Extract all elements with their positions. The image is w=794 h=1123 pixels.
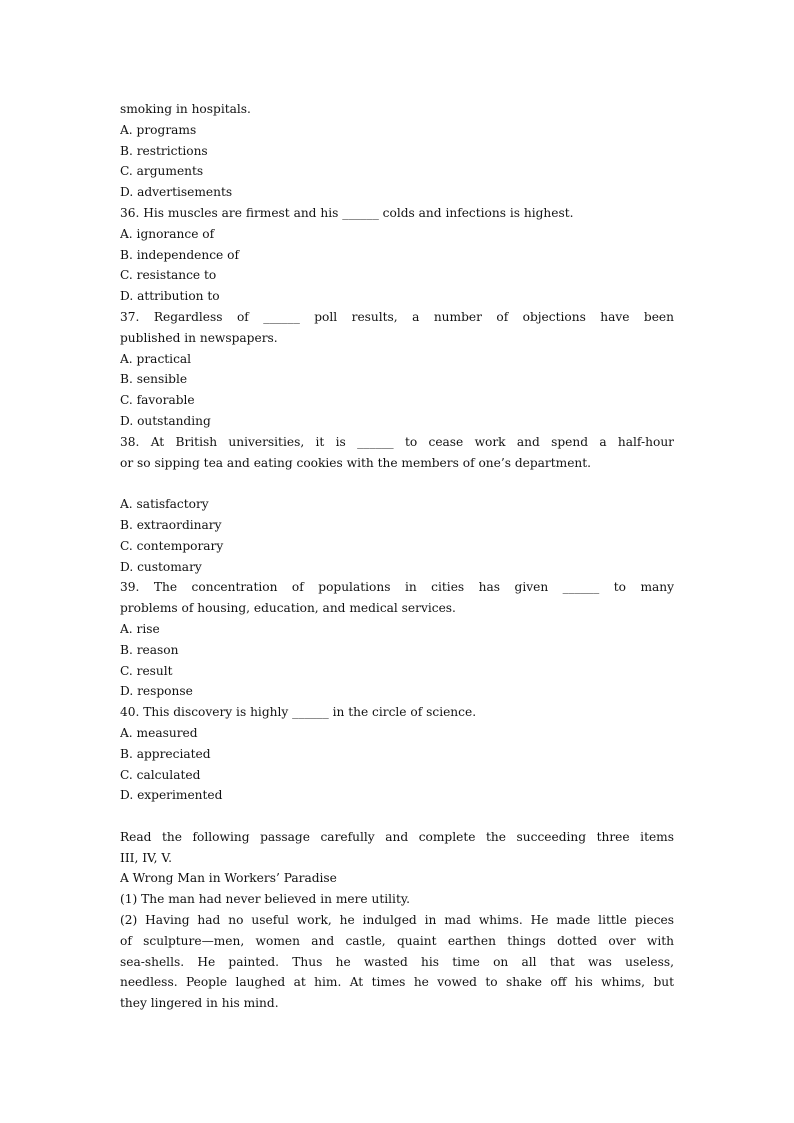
- option-d: D. outstanding: [120, 413, 211, 428]
- blank-line: [120, 473, 674, 494]
- option-d: D. attribution to: [120, 289, 220, 304]
- option-a: A. measured: [120, 725, 198, 740]
- option-b: B. restrictions: [120, 143, 208, 158]
- question-37: 37. Regardless of ______ poll results, a number of objections have been: [120, 309, 674, 324]
- text-line: smoking in hospitals.: [120, 102, 251, 116]
- document-page: [120, 99, 674, 1014]
- option-b: B. reason: [120, 642, 179, 657]
- option-c: C. resistance to: [120, 268, 217, 283]
- question-36: 36. His muscles are firmest and his ______ colds and infections is highest.: [120, 205, 574, 220]
- option-b: B. independence of: [120, 247, 239, 262]
- option-d: D. response: [120, 684, 193, 699]
- paragraph-2-line: of sculpture—men, women and castle, quaint earthen things dotted over with: [120, 933, 674, 948]
- option-a: A. programs: [120, 122, 197, 137]
- option-c: C. favorable: [120, 393, 195, 408]
- option-a: A. practical: [120, 351, 192, 366]
- blank-line: [120, 806, 674, 827]
- paragraph-2-line: (2) Having had no useful work, he indulged in mad whims. He made little pieces: [120, 913, 674, 928]
- option-a: A. satisfactory: [120, 497, 209, 512]
- option-d: D. experimented: [120, 788, 223, 803]
- option-b: B. sensible: [120, 372, 188, 387]
- passage-instructions: Read the following passage carefully and complete the succeeding three items: [120, 829, 674, 844]
- option-c: C. contemporary: [120, 538, 224, 553]
- option-b: B. appreciated: [120, 746, 211, 761]
- question-39-continued: problems of housing, education, and medical services.: [120, 601, 456, 616]
- paragraph-2-line: they lingered in his mind.: [120, 996, 279, 1011]
- option-d: D. customary: [120, 559, 202, 574]
- paragraph-1: (1) The man had never believed in mere utility.: [120, 892, 410, 907]
- option-a: A. ignorance of: [120, 226, 215, 241]
- option-d: D. advertisements: [120, 185, 233, 200]
- question-37-continued: published in newspapers.: [120, 330, 278, 345]
- question-38-continued: or so sipping tea and eating cookies with the members of one’s department.: [120, 455, 592, 470]
- option-b: B. extraordinary: [120, 517, 222, 532]
- paragraph-2-line: sea-shells. He painted. Thus he wasted his time on all that was useless,: [120, 954, 674, 969]
- question-38: 38. At British universities, it is ______ to cease work and spend a half-hour: [120, 434, 674, 449]
- question-40: 40. This discovery is highly ______ in the circle of science.: [120, 705, 477, 720]
- option-c: C. result: [120, 663, 173, 678]
- option-c: C. calculated: [120, 767, 201, 782]
- passage-title: A Wrong Man in Workers’ Paradise: [120, 871, 337, 886]
- question-39: 39. The concentration of populations in cities has given ______ to many: [120, 580, 674, 595]
- option-a: A. rise: [120, 621, 160, 636]
- paragraph-2-line: needless. People laughed at him. At times he vowed to shake off his whims, but: [120, 975, 674, 990]
- option-c: C. arguments: [120, 164, 204, 179]
- passage-instructions-continued: III, IV, V.: [120, 850, 172, 865]
